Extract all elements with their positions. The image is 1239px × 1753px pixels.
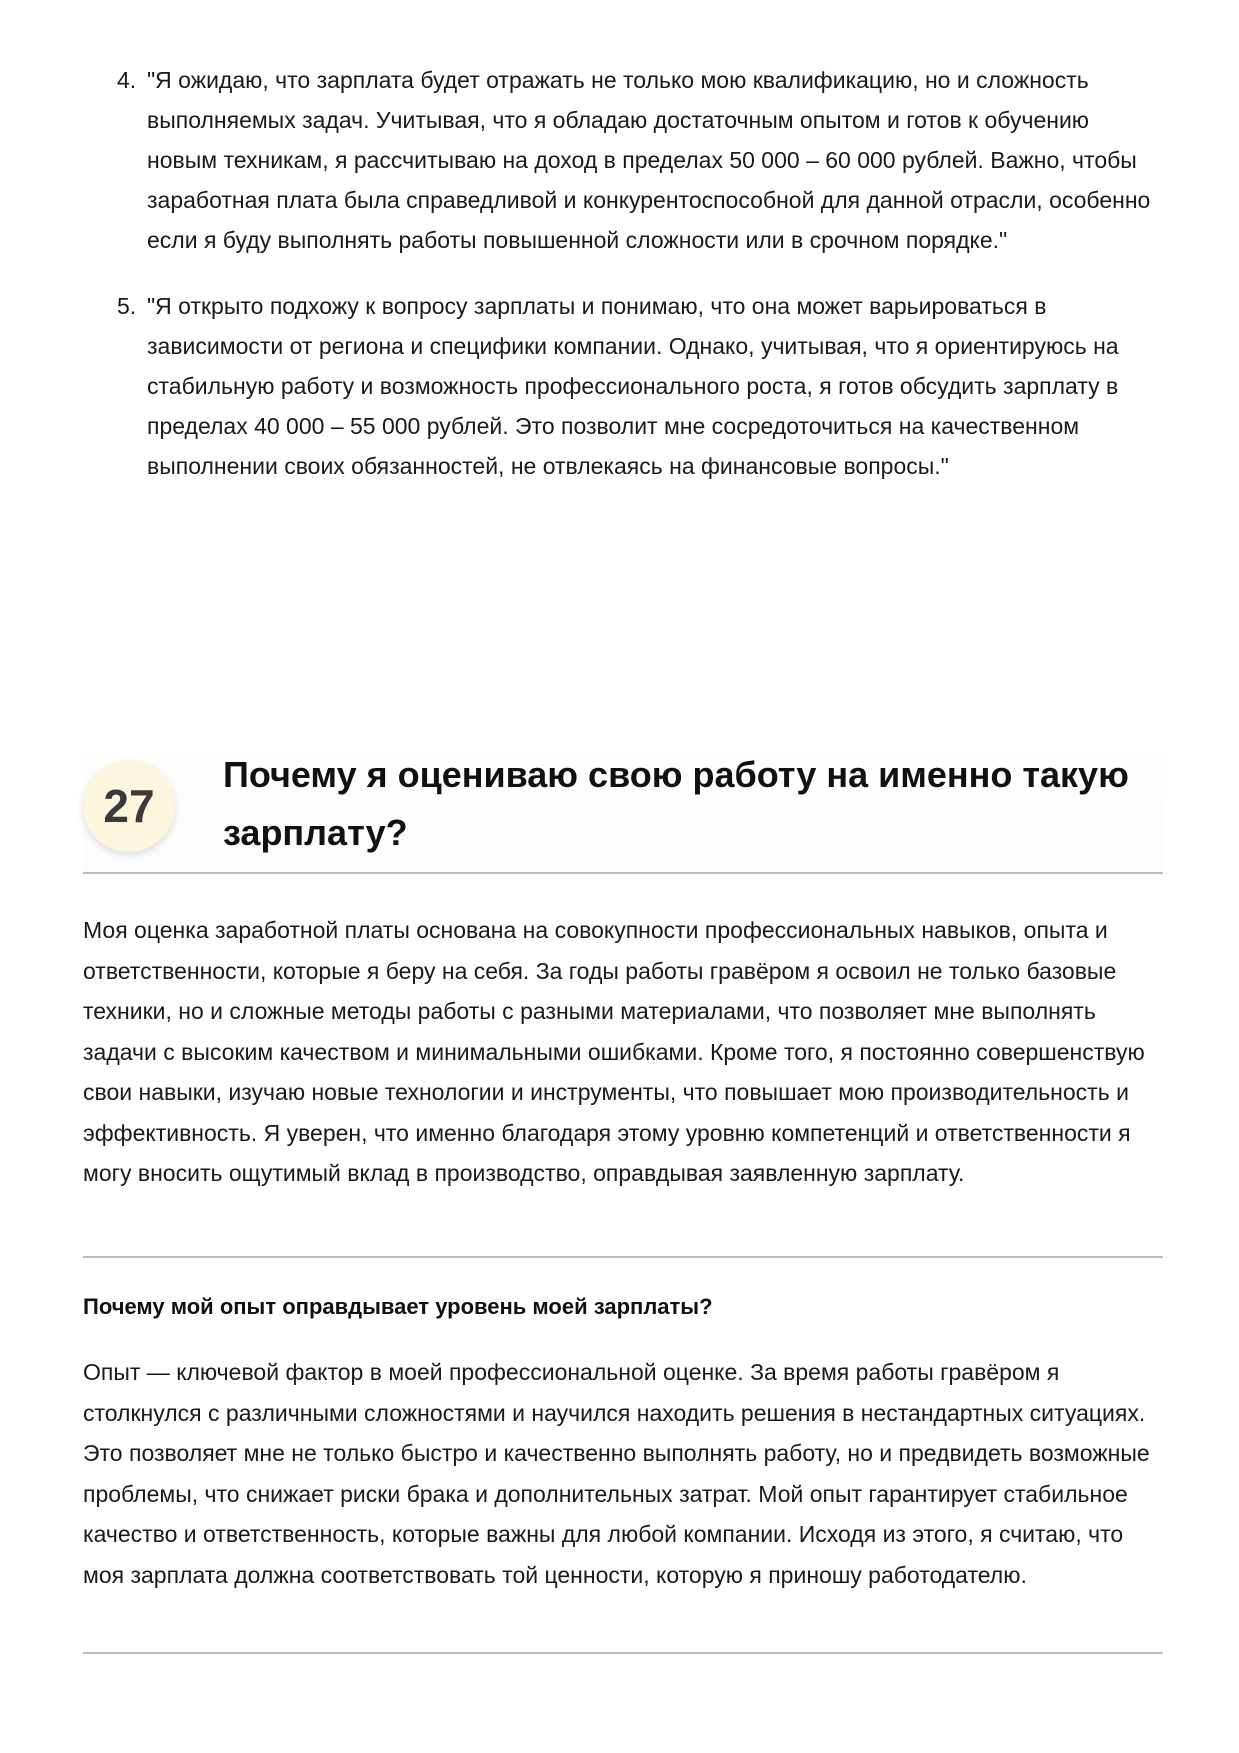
list-item: [83, 286, 1163, 486]
answer-paragraph: Опыт — ключевой фактор в моей профессиональной оценке. За время работы гравёром я столкнулся с различными сложностями и научился находить решения в нестандартных ситуациях. Это позволяет мне не только быстро и качественно выполнять работу, но и предвидеть возможные проблемы, что снижает риски брака и дополнительных затрат. Мой опыт гарантирует стабильное качество и ответственность, которые важны для любой компании. Исходя из этого, я считаю, что моя зарплата должна соответствовать той ценности, которую я приношу работодателю.: [83, 1359, 1150, 1588]
list-item-text: "Я открыто подхожу к вопросу зарплаты и понимаю, что она может варьироваться в зависимости от региона и специфики компании. Однако, учитывая, что я ориентируюсь на стабильную работу и возможность профессионального роста, я готов обсудить зарплату в пределах 40 000 – 55 000 рублей. Это позволит мне сосредоточиться на качественном выполнении своих обязанностей, не отвлекаясь на финансовые вопросы.": [147, 293, 1119, 479]
section-header: [83, 742, 1163, 874]
section-title: Почему я оцениваю свою работу на именно такую зарплату?: [223, 754, 1129, 853]
divider: [83, 1652, 1163, 1654]
divider: [83, 1256, 1163, 1258]
section-number-badge: 27: [83, 760, 175, 852]
list-item: [83, 60, 1163, 260]
list-item-number: 5.: [117, 293, 137, 319]
subquestion-heading: Почему мой опыт оправдывает уровень моей зарплаты?: [83, 1294, 713, 1319]
salary-answers-list: [83, 60, 1163, 512]
list-item-text: "Я ожидаю, что зарплата будет отражать не только мою квалификацию, но и сложность выполняемых задач. Учитывая, что я обладаю достаточным опытом и готов к обучению новым техникам, я рассчитываю на доход в пределах 50 000 – 60 000 рублей. Важно, чтобы заработная плата была справедливой и конкурентоспособной для данной отрасли, особенно если я буду выполнять работы повышенной сложности или в срочном порядке.": [147, 67, 1151, 253]
section-intro-paragraph: Моя оценка заработной платы основана на совокупности профессиональных навыков, опыта и ответственности, которые я беру на себя. За годы работы гравёром я освоил не только базовые техники, но и сложные методы работы с разными материалами, что позволяет мне выполнять задачи с высоким качеством и минимальными ошибками. Кроме того, я постоянно совершенствую свои навыки, изучаю новые технологии и инструменты, что повышает мою производительность и эффективность. Я уверен, что именно благодаря этому уровню компетенций и ответственности я могу вносить ощутимый вклад в производство, оправдывая заявленную зарплату.: [83, 917, 1145, 1186]
list-item-number: 4.: [117, 67, 137, 93]
